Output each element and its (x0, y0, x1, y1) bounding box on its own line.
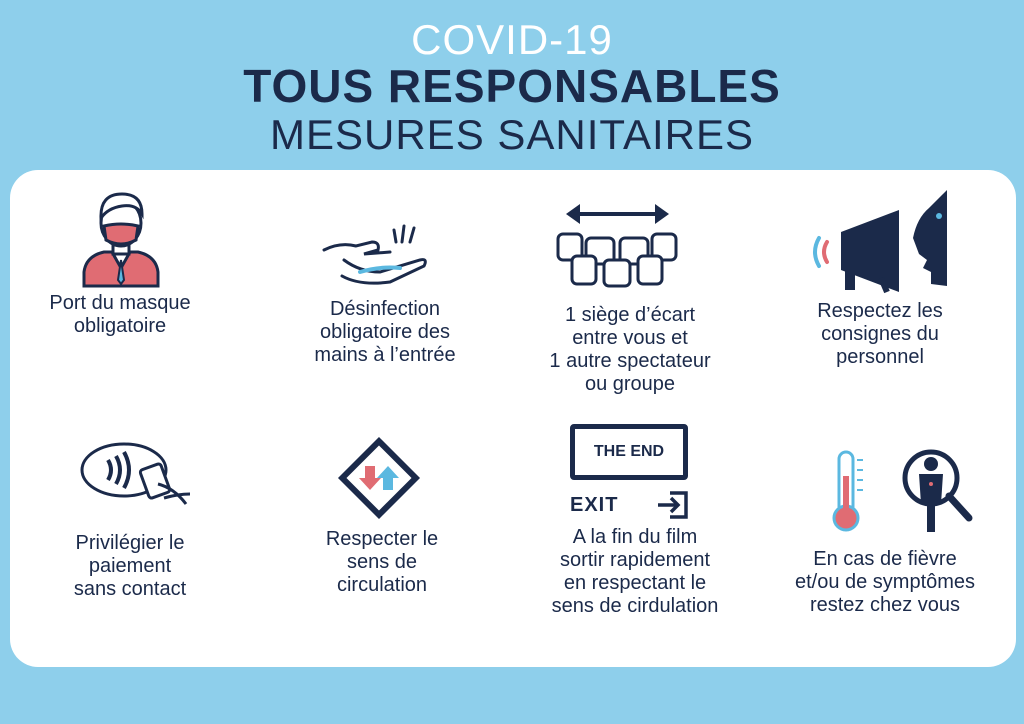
title-mesures: MESURES SANITAIRES (270, 111, 754, 158)
measure-label-seats: 1 siège d’écart entre vous et 1 autre spectateur ou groupe (549, 304, 711, 395)
measure-label-exit: A la fin du film sortir rapidement en respectant le sens de cirdulation (551, 526, 719, 617)
contactless-payment-icon (78, 440, 193, 512)
measure-label-fever: En cas de fièvre et/ou de symptômes restez chez vous (794, 548, 976, 616)
measure-label-sanitizer: Désinfection obligatoire des mains à l’entrée (314, 298, 456, 366)
masked-person-icon (78, 188, 164, 288)
title-responsables: TOUS RESPONSABLES (243, 60, 781, 112)
fever-symptoms-icon (825, 448, 975, 536)
hand-sanitizer-icon (320, 220, 430, 290)
exit-door-icon (656, 490, 690, 520)
measure-label-direction: Respecter le sens de circulation (325, 528, 439, 596)
end-screen: THE END (570, 424, 688, 480)
thermometer-icon (834, 452, 863, 530)
measures-card (10, 170, 1016, 667)
exit-screen-icon (570, 424, 692, 524)
measure-label-mask: Port du masque obligatoire (49, 292, 191, 337)
exit-label: EXIT (570, 494, 619, 516)
megaphone-staff-icon (805, 188, 955, 298)
measure-label-staff: Respectez les consignes du personnel (817, 300, 943, 368)
theater-seats-icon (550, 200, 685, 290)
measure-label-payment: Privilégier le paiement sans contact (73, 532, 187, 600)
title-covid: COVID-19 (411, 16, 613, 63)
magnifier-person-icon (905, 452, 969, 532)
direction-sign-icon (333, 432, 425, 524)
